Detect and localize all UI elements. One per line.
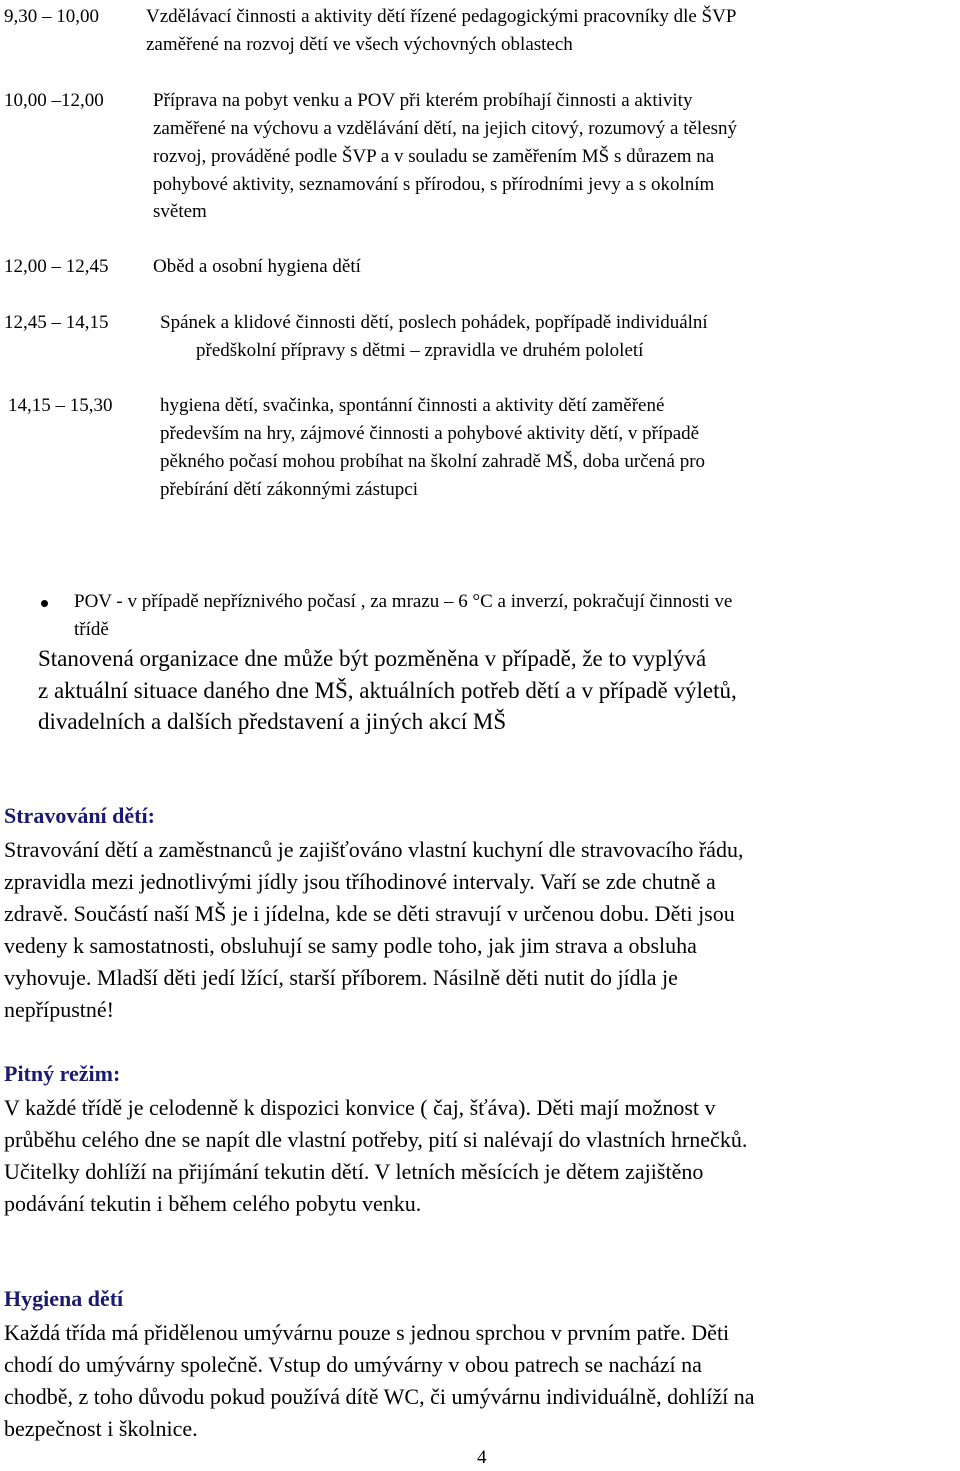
bullet-text: třídě [74, 619, 109, 640]
schedule-line: zaměřené na výchovu a vzdělávání dětí, na jejich citový, rozumový a tělesný [153, 118, 738, 139]
section-heading-pitny-rezim: Pitný režim: [4, 1061, 121, 1086]
schedule-line: světem [153, 201, 207, 222]
section-line: zdravě. Součástí naší MŠ je i jídelna, kde se děti stravují v určenou dobu. Děti jsou [4, 901, 735, 926]
schedule-line: hygiena dětí, svačinka, spontánní činnosti a aktivity dětí zaměřené [160, 395, 665, 416]
organization-note-line: z aktuální situace daného dne MŠ, aktuálních potřeb dětí a v případě výletů, [38, 678, 737, 703]
schedule-line: pohybové aktivity, seznamování s přírodou, s přírodními jevy a s okolním [153, 174, 715, 195]
schedule-line: rozvoj, prováděné podle ŠVP a v souladu se zaměřením MŠ s důrazem na [153, 146, 715, 167]
bullet-point [41, 600, 48, 607]
section-line: vyhovuje. Mladší děti jedí lžící, starší příborem. Násilně děti nutit do jídla je [4, 965, 678, 990]
section-line: nepřípustné! [4, 997, 114, 1022]
schedule-line: zaměřené na rozvoj dětí ve všech výchovných oblastech [146, 34, 573, 55]
organization-note-line: Stanovená organizace dne může být pozměněna v případě, že to vyplývá [38, 646, 707, 671]
section-line: chodbě, z toho důvodu pokud používá dítě WC, či umývárnu individuálně, dohlíží na [4, 1384, 755, 1409]
section-line: Stravování dětí a zaměstnanců je zajišťováno vlastní kuchyní dle stravovacího řádu, [4, 837, 744, 862]
schedule-line: Oběd a osobní hygiena dětí [153, 256, 361, 277]
schedule-line: předškolní přípravy s dětmi – zpravidla ve druhém pololetí [196, 340, 644, 361]
schedule-line: Příprava na pobyt venku a POV při kterém probíhají činnosti a aktivity [153, 90, 693, 111]
schedule-time: 9,30 – 10,00 [4, 6, 99, 27]
schedule-time: 10,00 –12,00 [4, 90, 104, 111]
schedule-time: 14,15 – 15,30 [8, 395, 113, 416]
bullet-text: POV - v případě nepříznivého počasí , za mrazu – 6 °C a inverzí, pokračují činnosti ve [74, 591, 733, 612]
section-line: bezpečnost i školnice. [4, 1416, 198, 1441]
section-line: chodí do umývárny společně. Vstup do umývárny v obou patrech se nachází na [4, 1352, 702, 1377]
section-line: vedeny k samostatnosti, obsluhují se samy podle toho, jak jim strava a obsluha [4, 933, 697, 958]
section-line: Učitelky dohlíží na přijímání tekutin dětí. V letních měsících je dětem zajištěno [4, 1159, 704, 1184]
page-number: 4 [477, 1447, 487, 1468]
section-line: zpravidla mezi jednotlivými jídly jsou tříhodinové intervaly. Vaří se zde chutně a [4, 869, 716, 894]
schedule-time: 12,45 – 14,15 [4, 312, 109, 333]
schedule-line: Vzdělávací činnosti a aktivity dětí řízené pedagogickými pracovníky dle ŠVP [146, 6, 737, 27]
section-heading-hygiena: Hygiena dětí [4, 1286, 124, 1311]
schedule-line: pěkného počasí mohou probíhat na školní zahradě MŠ, doba určená pro [160, 451, 706, 472]
section-line: Každá třída má přidělenou umývárnu pouze s jednou sprchou v prvním patře. Děti [4, 1320, 730, 1345]
section-line: podávání tekutin i během celého pobytu venku. [4, 1191, 422, 1216]
section-line: průběhu celého dne se napít dle vlastní potřeby, pití si nalévají do vlastních hrnečků. [4, 1127, 748, 1152]
schedule-line: především na hry, zájmové činnosti a pohybové aktivity dětí, v případě [160, 423, 700, 444]
schedule-time: 12,00 – 12,45 [4, 256, 109, 277]
schedule-line: Spánek a klidové činnosti dětí, poslech pohádek, popřípadě individuální [160, 312, 708, 333]
section-heading-stravovani: Stravování dětí: [4, 803, 155, 828]
organization-note-line: divadelních a dalších představení a jiných akcí MŠ [38, 709, 507, 734]
section-line: V každé třídě je celodenně k dispozici konvice ( čaj, šťáva). Děti mají možnost v [4, 1095, 716, 1120]
schedule-line: přebírání dětí zákonnými zástupci [160, 479, 418, 500]
